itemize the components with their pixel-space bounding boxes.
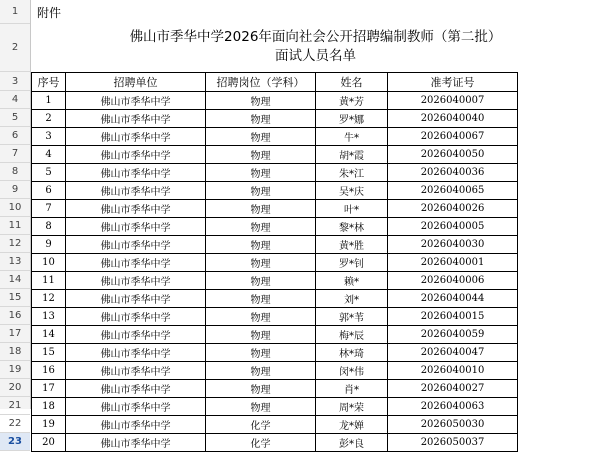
cell-seq[interactable]: 8 bbox=[32, 218, 66, 236]
cell-seq[interactable]: 9 bbox=[32, 236, 66, 254]
table-row[interactable] bbox=[32, 272, 518, 290]
cell-ticket[interactable]: 2026040047 bbox=[388, 344, 518, 362]
row-number[interactable]: 13 bbox=[0, 253, 30, 271]
row-number[interactable]: 4 bbox=[0, 91, 30, 109]
cell-seq[interactable]: 15 bbox=[32, 344, 66, 362]
cell-ticket[interactable]: 2026040036 bbox=[388, 164, 518, 182]
cell-name[interactable]: 叶* bbox=[316, 200, 388, 218]
cell-post[interactable]: 物理 bbox=[206, 326, 316, 344]
row-number[interactable]: 17 bbox=[0, 325, 30, 343]
cell-name[interactable]: 黄*芳 bbox=[316, 92, 388, 110]
header-name[interactable]: 姓名 bbox=[316, 73, 388, 92]
header-seq[interactable]: 序号 bbox=[32, 73, 66, 92]
cell-ticket[interactable]: 2026040027 bbox=[388, 380, 518, 398]
cell-unit[interactable]: 佛山市季华中学 bbox=[66, 254, 206, 272]
row-number[interactable]: 15 bbox=[0, 289, 30, 307]
cell-unit[interactable]: 佛山市季华中学 bbox=[66, 236, 206, 254]
cell-name[interactable]: 刘* bbox=[316, 290, 388, 308]
table-row[interactable] bbox=[32, 128, 518, 146]
row-number[interactable]: 20 bbox=[0, 379, 30, 397]
cell-unit[interactable]: 佛山市季华中学 bbox=[66, 110, 206, 128]
table-header-row bbox=[32, 73, 518, 92]
cell-name[interactable]: 闵*伟 bbox=[316, 362, 388, 380]
title-line-2: 面试人员名单 bbox=[275, 48, 356, 64]
cell-ticket[interactable]: 2026040067 bbox=[388, 128, 518, 146]
cell-post[interactable]: 化学 bbox=[206, 434, 316, 452]
cell-ticket[interactable]: 2026040007 bbox=[388, 92, 518, 110]
table-row[interactable] bbox=[32, 308, 518, 326]
cell-post[interactable]: 物理 bbox=[206, 146, 316, 164]
cell-unit[interactable]: 佛山市季华中学 bbox=[66, 146, 206, 164]
cell-name[interactable]: 肖* bbox=[316, 380, 388, 398]
cell-name[interactable]: 黎*林 bbox=[316, 218, 388, 236]
table-row[interactable] bbox=[32, 110, 518, 128]
cell-seq[interactable]: 2 bbox=[32, 110, 66, 128]
cell-seq[interactable]: 11 bbox=[32, 272, 66, 290]
cell-unit[interactable]: 佛山市季华中学 bbox=[66, 128, 206, 146]
cell-name[interactable]: 赖* bbox=[316, 272, 388, 290]
cell-ticket[interactable]: 2026040040 bbox=[388, 110, 518, 128]
sheet-title[interactable] bbox=[31, 28, 600, 66]
cell-post[interactable]: 物理 bbox=[206, 92, 316, 110]
candidate-table[interactable] bbox=[31, 72, 518, 452]
cell-post[interactable]: 物理 bbox=[206, 182, 316, 200]
row-number[interactable]: 19 bbox=[0, 361, 30, 379]
cell-post[interactable]: 物理 bbox=[206, 290, 316, 308]
table-row[interactable] bbox=[32, 434, 518, 452]
cell-name[interactable]: 胡*霞 bbox=[316, 146, 388, 164]
table-row[interactable] bbox=[32, 326, 518, 344]
cell-name[interactable]: 罗*娜 bbox=[316, 110, 388, 128]
cell-post[interactable]: 物理 bbox=[206, 236, 316, 254]
cell-name[interactable]: 梅*辰 bbox=[316, 326, 388, 344]
cell-post[interactable]: 物理 bbox=[206, 164, 316, 182]
cell-post[interactable]: 物理 bbox=[206, 110, 316, 128]
title-line-1: 佛山市季华中学2026年面向社会公开招聘编制教师（第二批） bbox=[129, 29, 502, 45]
cell-post[interactable]: 物理 bbox=[206, 272, 316, 290]
row-header-column bbox=[0, 0, 31, 447]
cell-seq[interactable]: 4 bbox=[32, 146, 66, 164]
cell-unit[interactable]: 佛山市季华中学 bbox=[66, 308, 206, 326]
cell-name[interactable]: 罗*钊 bbox=[316, 254, 388, 272]
row-number[interactable]: 22 bbox=[0, 415, 30, 433]
cell-unit[interactable]: 佛山市季华中学 bbox=[66, 200, 206, 218]
table-row[interactable] bbox=[32, 254, 518, 272]
cell-ticket[interactable]: 2026040044 bbox=[388, 290, 518, 308]
cell-seq[interactable]: 16 bbox=[32, 362, 66, 380]
cell-unit[interactable]: 佛山市季华中学 bbox=[66, 164, 206, 182]
cell-ticket[interactable]: 2026040059 bbox=[388, 326, 518, 344]
cell-name[interactable]: 牛* bbox=[316, 128, 388, 146]
cell-seq[interactable]: 10 bbox=[32, 254, 66, 272]
cell-seq[interactable]: 13 bbox=[32, 308, 66, 326]
table-row[interactable] bbox=[32, 416, 518, 434]
row-number[interactable]: 23 bbox=[0, 433, 30, 451]
table-row[interactable] bbox=[32, 92, 518, 110]
cell-ticket[interactable]: 2026040063 bbox=[388, 398, 518, 416]
row-number[interactable]: 8 bbox=[0, 163, 30, 181]
row-number[interactable]: 10 bbox=[0, 199, 30, 217]
cell-seq[interactable]: 14 bbox=[32, 326, 66, 344]
header-unit[interactable]: 招聘单位 bbox=[66, 73, 206, 92]
header-ticket[interactable]: 准考证号 bbox=[388, 73, 518, 92]
table-row[interactable] bbox=[32, 362, 518, 380]
row-number[interactable]: 14 bbox=[0, 271, 30, 289]
cell-ticket[interactable]: 2026040006 bbox=[388, 272, 518, 290]
cell-seq[interactable]: 3 bbox=[32, 128, 66, 146]
cell-unit[interactable]: 佛山市季华中学 bbox=[66, 182, 206, 200]
cell-ticket[interactable]: 2026040005 bbox=[388, 218, 518, 236]
row-number[interactable]: 3 bbox=[0, 72, 30, 91]
table-row[interactable] bbox=[32, 218, 518, 236]
cell-post[interactable]: 物理 bbox=[206, 218, 316, 236]
row-number[interactable]: 11 bbox=[0, 217, 30, 235]
cell-ticket[interactable]: 2026050030 bbox=[388, 416, 518, 434]
cell-unit[interactable]: 佛山市季华中学 bbox=[66, 434, 206, 452]
table-row[interactable] bbox=[32, 380, 518, 398]
cell-ticket[interactable]: 2026040065 bbox=[388, 182, 518, 200]
cell-unit[interactable]: 佛山市季华中学 bbox=[66, 272, 206, 290]
cell-ticket[interactable]: 2026040010 bbox=[388, 362, 518, 380]
cell-ticket[interactable]: 2026040001 bbox=[388, 254, 518, 272]
row-number[interactable]: 5 bbox=[0, 109, 30, 127]
cell-seq[interactable]: 17 bbox=[32, 380, 66, 398]
row-number[interactable]: 6 bbox=[0, 127, 30, 145]
row-number[interactable]: 18 bbox=[0, 343, 30, 361]
cell-ticket[interactable]: 2026040026 bbox=[388, 200, 518, 218]
cell-seq[interactable]: 20 bbox=[32, 434, 66, 452]
cell-a1[interactable]: 附件 bbox=[37, 6, 62, 20]
row-number[interactable]: 12 bbox=[0, 235, 30, 253]
table-row[interactable] bbox=[32, 290, 518, 308]
row-number[interactable]: 2 bbox=[0, 24, 30, 72]
table-row[interactable] bbox=[32, 344, 518, 362]
cell-seq[interactable]: 19 bbox=[32, 416, 66, 434]
row-number[interactable]: 1 bbox=[0, 0, 30, 24]
table-row[interactable] bbox=[32, 182, 518, 200]
cell-post[interactable]: 物理 bbox=[206, 308, 316, 326]
cell-post[interactable]: 物理 bbox=[206, 398, 316, 416]
cell-post[interactable]: 物理 bbox=[206, 380, 316, 398]
cell-name[interactable]: 彭*良 bbox=[316, 434, 388, 452]
cell-name[interactable]: 朱*江 bbox=[316, 164, 388, 182]
cell-unit[interactable]: 佛山市季华中学 bbox=[66, 362, 206, 380]
cell-unit[interactable]: 佛山市季华中学 bbox=[66, 218, 206, 236]
row-number[interactable]: 7 bbox=[0, 145, 30, 163]
table-row[interactable] bbox=[32, 200, 518, 218]
cell-unit[interactable]: 佛山市季华中学 bbox=[66, 344, 206, 362]
table-row[interactable] bbox=[32, 146, 518, 164]
row-number[interactable]: 16 bbox=[0, 307, 30, 325]
cell-name[interactable]: 黄*胜 bbox=[316, 236, 388, 254]
cell-name[interactable]: 林*琦 bbox=[316, 344, 388, 362]
cell-unit[interactable]: 佛山市季华中学 bbox=[66, 380, 206, 398]
cell-name[interactable]: 龙*婵 bbox=[316, 416, 388, 434]
row-number[interactable]: 9 bbox=[0, 181, 30, 199]
table-row[interactable] bbox=[32, 164, 518, 182]
cell-post[interactable]: 物理 bbox=[206, 362, 316, 380]
cell-post[interactable]: 物理 bbox=[206, 254, 316, 272]
cell-seq[interactable]: 18 bbox=[32, 398, 66, 416]
header-post[interactable]: 招聘岗位（学科） bbox=[206, 73, 316, 92]
cell-name[interactable]: 吴*庆 bbox=[316, 182, 388, 200]
cell-ticket[interactable]: 2026040030 bbox=[388, 236, 518, 254]
cell-seq[interactable]: 12 bbox=[32, 290, 66, 308]
cell-post[interactable]: 物理 bbox=[206, 200, 316, 218]
cell-name[interactable]: 郭*苇 bbox=[316, 308, 388, 326]
table-row[interactable] bbox=[32, 236, 518, 254]
cell-seq[interactable]: 5 bbox=[32, 164, 66, 182]
cell-ticket[interactable]: 2026040050 bbox=[388, 146, 518, 164]
cell-post[interactable]: 化学 bbox=[206, 416, 316, 434]
cell-unit[interactable]: 佛山市季华中学 bbox=[66, 92, 206, 110]
cell-seq[interactable]: 6 bbox=[32, 182, 66, 200]
row-number[interactable]: 21 bbox=[0, 397, 30, 415]
cell-unit[interactable]: 佛山市季华中学 bbox=[66, 398, 206, 416]
cell-post[interactable]: 物理 bbox=[206, 128, 316, 146]
cell-name[interactable]: 周*荣 bbox=[316, 398, 388, 416]
cell-post[interactable]: 物理 bbox=[206, 344, 316, 362]
cell-unit[interactable]: 佛山市季华中学 bbox=[66, 290, 206, 308]
cell-ticket[interactable]: 2026040015 bbox=[388, 308, 518, 326]
cell-unit[interactable]: 佛山市季华中学 bbox=[66, 416, 206, 434]
cell-unit[interactable]: 佛山市季华中学 bbox=[66, 326, 206, 344]
spreadsheet-grid[interactable] bbox=[31, 0, 600, 450]
cell-seq[interactable]: 7 bbox=[32, 200, 66, 218]
cell-seq[interactable]: 1 bbox=[32, 92, 66, 110]
table-row[interactable] bbox=[32, 398, 518, 416]
cell-ticket[interactable]: 2026050037 bbox=[388, 434, 518, 452]
